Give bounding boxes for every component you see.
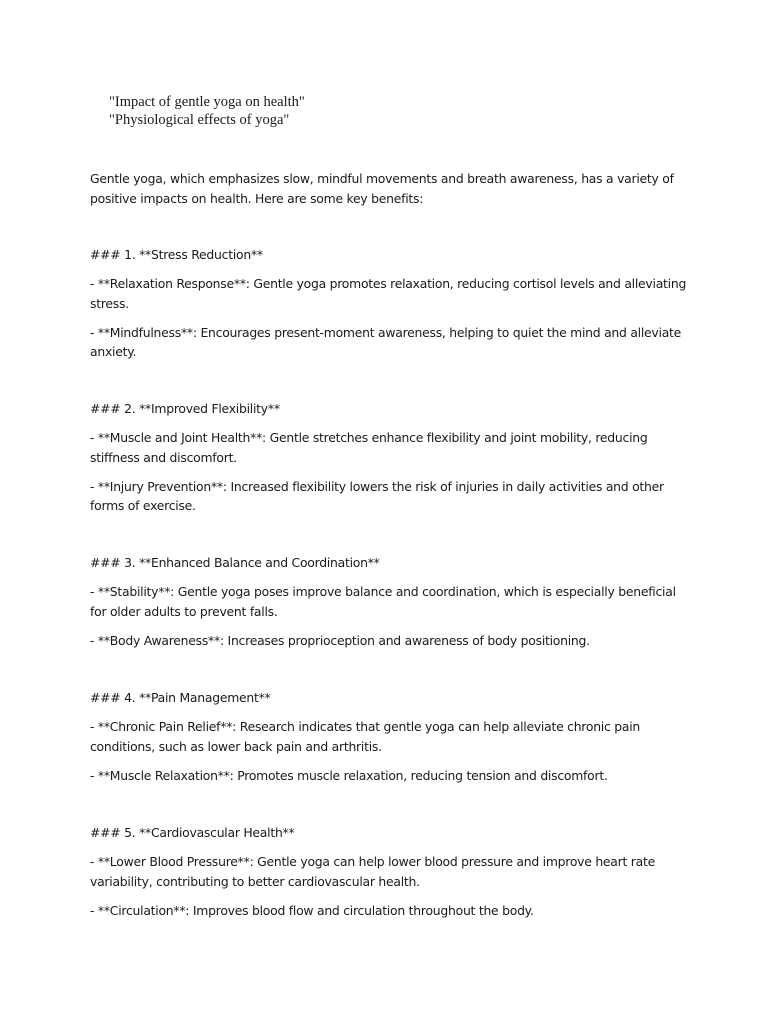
bullet-item: - **Relaxation Response**: Gentle yoga promotes relaxation, reducing cortisol levels and alleviating stress. bbox=[90, 276, 687, 311]
section-balance-coordination bbox=[90, 553, 690, 650]
bullet-item: - **Chronic Pain Relief**: Research indicates that gentle yoga can help alleviate chronic pain conditions, such as lower back pain and arthritis. bbox=[90, 719, 640, 754]
search-queries bbox=[109, 94, 305, 129]
section-heading: ### 3. **Enhanced Balance and Coordination** bbox=[90, 555, 380, 570]
section-pain-management bbox=[90, 688, 690, 785]
bullet-item: - **Body Awareness**: Increases proprioception and awareness of body positioning. bbox=[90, 632, 590, 648]
section-improved-flexibility bbox=[90, 399, 690, 516]
section-heading: ### 1. **Stress Reduction** bbox=[90, 247, 263, 262]
bullet-item: - **Muscle Relaxation**: Promotes muscle relaxation, reducing tension and discomfort. bbox=[90, 767, 608, 783]
bullet-item: - **Lower Blood Pressure**: Gentle yoga can help lower blood pressure and improve heart rate variability, contributing to better cardiovascular health. bbox=[90, 854, 655, 889]
query-line-2: "Physiological effects of yoga" bbox=[109, 111, 290, 128]
bullet-item: - **Injury Prevention**: Increased flexibility lowers the risk of injuries in daily activities and other forms of exercise. bbox=[90, 478, 664, 513]
section-heading: ### 5. **Cardiovascular Health** bbox=[90, 825, 295, 840]
section-cardiovascular-health bbox=[90, 823, 690, 920]
section-stress-reduction bbox=[90, 245, 690, 362]
section-heading: ### 4. **Pain Management** bbox=[90, 690, 271, 705]
section-heading: ### 2. **Improved Flexibility** bbox=[90, 401, 280, 416]
bullet-item: - **Stability**: Gentle yoga poses improve balance and coordination, which is especially beneficial for older adults to prevent falls. bbox=[90, 584, 676, 619]
bullet-item: - **Circulation**: Improves blood flow and circulation throughout the body. bbox=[90, 902, 534, 918]
intro-paragraph: Gentle yoga, which emphasizes slow, mindful movements and breath awareness, has a variety of positive impacts on health. Here are some key benefits: bbox=[90, 171, 674, 206]
bullet-item: - **Mindfulness**: Encourages present-moment awareness, helping to quiet the mind and alleviate anxiety. bbox=[90, 324, 682, 359]
bullet-item: - **Muscle and Joint Health**: Gentle stretches enhance flexibility and joint mobility, reducing stiffness and discomfort. bbox=[90, 430, 648, 465]
query-line-1: "Impact of gentle yoga on health" bbox=[109, 94, 305, 110]
